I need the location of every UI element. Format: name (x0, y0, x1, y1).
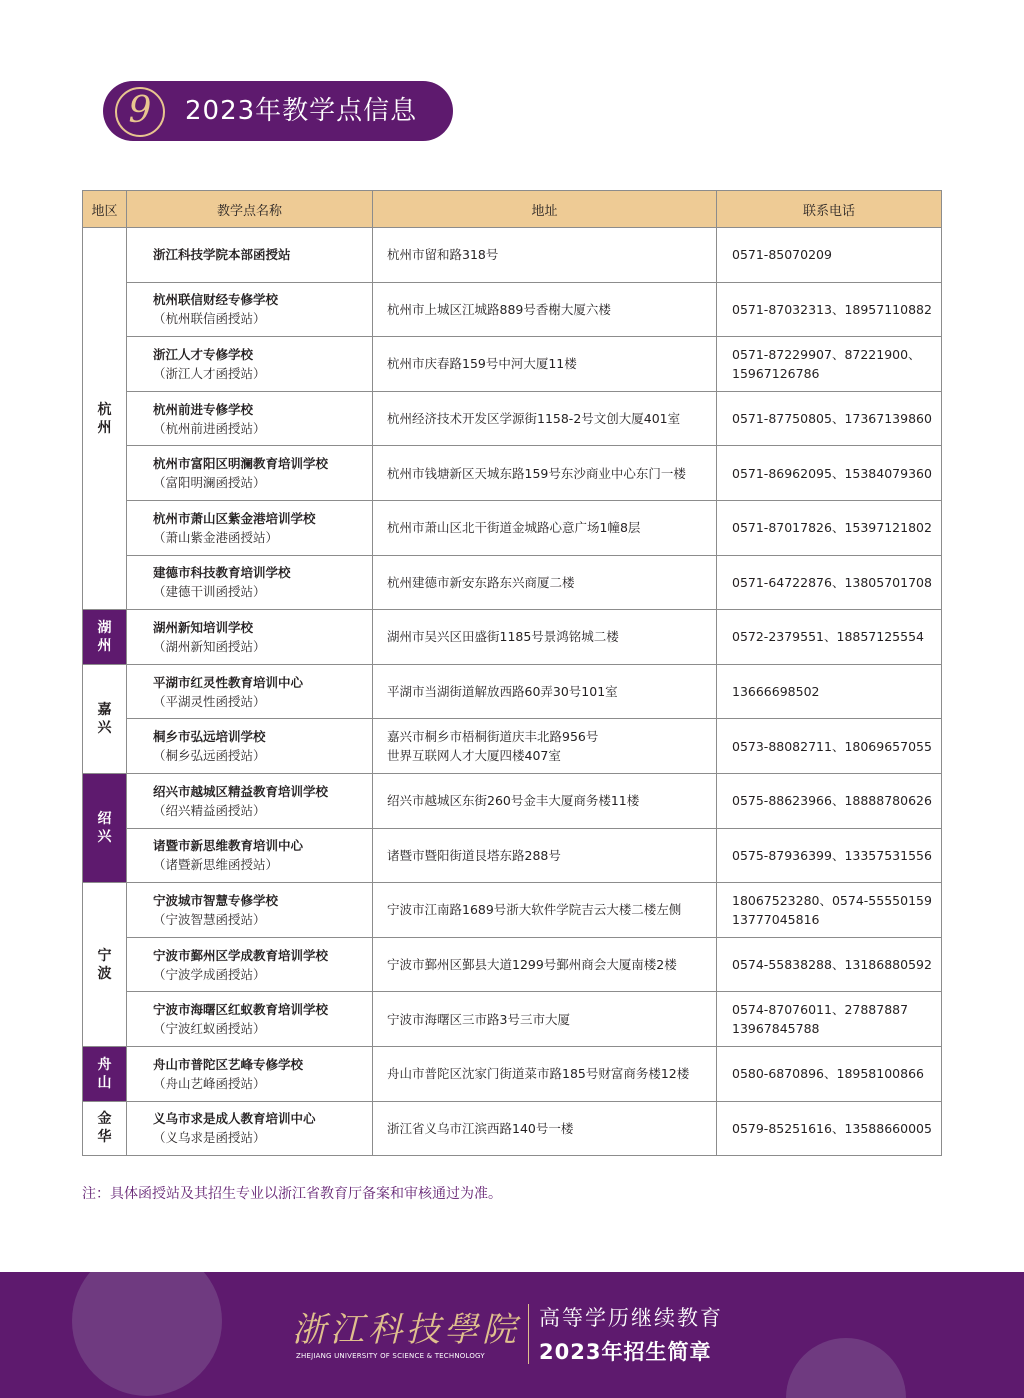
header-phone: 联系电话 (717, 191, 942, 228)
phone-cell (717, 828, 942, 883)
station-name: （宁波智慧函授站） (153, 911, 266, 927)
site-name: 宁波市鄞州区学成教育培训学校 (153, 947, 329, 963)
address-cell (373, 664, 717, 719)
section-number: 9 (115, 87, 165, 137)
address-line: 杭州市留和路318号 (387, 247, 499, 263)
phone-line: 0579-85251616、13588660005 (732, 1120, 932, 1136)
address-cell (373, 500, 717, 555)
region-label: 金华 (97, 1111, 112, 1146)
site-name-cell (127, 719, 373, 774)
site-name-cell (127, 773, 373, 828)
phone-line: 0571-87229907、87221900、 (732, 346, 921, 362)
address-line: 杭州市钱塘新区天城东路159号东沙商业中心东门一楼 (387, 465, 686, 481)
site-name-cell (127, 664, 373, 719)
table-row (83, 500, 942, 555)
phone-line: 0571-64722876、13805701708 (732, 574, 932, 590)
station-name: （建德干训函授站） (153, 584, 266, 600)
station-name: （湖州新知函授站） (153, 638, 266, 654)
header-region: 地区 (83, 191, 127, 228)
section-title-pill (103, 81, 453, 141)
station-name: （浙江人才函授站） (153, 365, 266, 381)
phone-line: 0573-88082711、18069657055 (732, 738, 932, 754)
decorative-circle (72, 1272, 222, 1396)
site-name: 浙江人才专修学校 (153, 346, 254, 362)
site-name: 义乌市求是成人教育培训中心 (153, 1111, 316, 1127)
phone-cell (717, 719, 942, 774)
table-row (83, 773, 942, 828)
station-name: （舟山艺峰函授站） (153, 1075, 266, 1091)
site-name-cell (127, 391, 373, 446)
table-row (83, 828, 942, 883)
station-name: （诸暨新思维函授站） (153, 857, 279, 873)
region-cell (83, 228, 127, 610)
region-cell (83, 1046, 127, 1101)
phone-line: 0574-87076011、27887887 (732, 1002, 909, 1018)
phone-cell (717, 664, 942, 719)
address-line: 世界互联网人才大厦四楼407室 (387, 748, 561, 764)
phone-line: 0571-87750805、17367139860 (732, 411, 932, 427)
address-line: 诸暨市暨阳街道艮塔东路288号 (387, 847, 561, 863)
station-name: （富阳明澜函授站） (153, 475, 266, 491)
phone-line: 13777045816 (732, 911, 820, 927)
phone-cell (717, 937, 942, 992)
table-row (83, 610, 942, 665)
address-cell (373, 555, 717, 610)
address-cell (373, 337, 717, 392)
site-name: 宁波市海曙区红蚁教育培训学校 (153, 1002, 329, 1018)
site-name-cell (127, 337, 373, 392)
region-label: 绍兴 (97, 811, 112, 846)
decorative-circle (786, 1338, 906, 1398)
station-name: （杭州前进函授站） (153, 420, 266, 436)
site-name: 湖州新知培训学校 (153, 619, 254, 635)
region-label: 嘉兴 (97, 701, 112, 736)
site-name: 杭州市富阳区明澜教育培训学校 (153, 456, 329, 472)
site-name: 宁波城市智慧专修学校 (153, 892, 279, 908)
phone-cell (717, 391, 942, 446)
site-name-cell (127, 883, 373, 938)
site-name: 绍兴市越城区精益教育培训学校 (153, 783, 329, 799)
phone-cell (717, 282, 942, 337)
station-name: （义乌求是函授站） (153, 1130, 266, 1146)
address-line: 宁波市鄞州区鄞县大道1299号鄞州商会大厦南楼2楼 (387, 957, 677, 973)
address-line: 湖州市吴兴区田盛街1185号景鸿铭城二楼 (387, 629, 619, 645)
phone-line: 0575-87936399、13357531556 (732, 847, 932, 863)
station-name: （宁波学成函授站） (153, 966, 266, 982)
table-row (83, 391, 942, 446)
school-logo-calligraphy: 浙江科技學院 (292, 1310, 520, 1350)
address-cell (373, 883, 717, 938)
footnote: 注：具体函授站及其招生专业以浙江省教育厅备案和审核通过为准。 (82, 1186, 502, 1202)
table-row (83, 446, 942, 501)
site-name-cell (127, 500, 373, 555)
phone-line: 0572-2379551、18857125554 (732, 629, 924, 645)
footer-brochure-title: 2023年招生简章 (539, 1340, 712, 1364)
site-name-cell (127, 228, 373, 283)
phone-line: 0571-87032313、18957110882 (732, 301, 932, 317)
table-row (83, 1101, 942, 1156)
site-name-cell (127, 1046, 373, 1101)
phone-cell (717, 883, 942, 938)
table-header-row (83, 191, 942, 228)
region-cell (83, 664, 127, 773)
address-line: 杭州市庆春路159号中河大厦11楼 (387, 356, 577, 372)
phone-line: 18067523280、0574-55550159 (732, 892, 932, 908)
table-row (83, 282, 942, 337)
phone-cell (717, 1101, 942, 1156)
address-line: 浙江省义乌市江滨西路140号一楼 (387, 1120, 574, 1136)
phone-cell (717, 446, 942, 501)
station-name: （平湖灵性函授站） (153, 693, 266, 709)
phone-line: 0580-6870896、18958100866 (732, 1066, 924, 1082)
address-cell (373, 391, 717, 446)
region-cell (83, 773, 127, 882)
address-cell (373, 773, 717, 828)
station-name: （萧山紫金港函授站） (153, 529, 279, 545)
address-cell (373, 828, 717, 883)
address-cell (373, 228, 717, 283)
address-cell (373, 446, 717, 501)
site-name-cell (127, 1101, 373, 1156)
phone-line: 0571-85070209 (732, 247, 832, 263)
site-name-cell (127, 828, 373, 883)
site-name: 杭州联信财经专修学校 (153, 292, 279, 308)
address-line: 宁波市海曙区三市路3号三市大厦 (387, 1011, 570, 1027)
station-name: （桐乡弘远函授站） (153, 748, 266, 764)
site-name-cell (127, 282, 373, 337)
phone-cell (717, 610, 942, 665)
table-row (83, 992, 942, 1047)
address-cell (373, 282, 717, 337)
phone-cell (717, 500, 942, 555)
address-cell (373, 937, 717, 992)
site-name: 浙江科技学院本部函授站 (153, 247, 291, 263)
school-name-english: ZHEJIANG UNIVERSITY OF SCIENCE & TECHNOLOGY (296, 1352, 485, 1360)
region-cell (83, 610, 127, 665)
site-name: 平湖市红灵性教育培训中心 (153, 674, 304, 690)
region-cell (83, 1101, 127, 1156)
address-line: 嘉兴市桐乡市梧桐街道庆丰北路956号 (387, 729, 599, 745)
address-line: 杭州建德市新安东路东兴商厦二楼 (387, 574, 575, 590)
region-label: 湖州 (97, 619, 112, 654)
phone-cell (717, 773, 942, 828)
site-name: 杭州市萧山区紫金港培训学校 (153, 510, 316, 526)
phone-line: 0575-88623966、18888780626 (732, 793, 932, 809)
region-label: 舟山 (97, 1056, 112, 1091)
phone-cell (717, 992, 942, 1047)
table-row (83, 719, 942, 774)
phone-cell (717, 555, 942, 610)
address-line: 绍兴市越城区东街260号金丰大厦商务楼11楼 (387, 793, 640, 809)
section-title: 2023年教学点信息 (185, 96, 418, 126)
phone-line: 0571-87017826、15397121802 (732, 520, 932, 536)
phone-line: 13967845788 (732, 1021, 820, 1037)
address-cell (373, 610, 717, 665)
phone-cell (717, 337, 942, 392)
region-cell (83, 883, 127, 1047)
footer-subtitle: 高等学历继续教育 (539, 1306, 723, 1330)
region-label: 杭州 (97, 401, 112, 436)
address-line: 舟山市普陀区沈家门街道菜市路185号财富商务楼12楼 (387, 1066, 690, 1082)
site-name-cell (127, 446, 373, 501)
address-cell (373, 719, 717, 774)
header-address: 地址 (373, 191, 717, 228)
address-line: 宁波市江南路1689号浙大软件学院吉云大楼二楼左侧 (387, 902, 682, 918)
footer-banner (0, 1272, 1024, 1398)
table-row (83, 1046, 942, 1101)
footer-divider (528, 1304, 529, 1364)
site-name: 杭州前进专修学校 (153, 401, 254, 417)
phone-cell (717, 228, 942, 283)
site-name-cell (127, 992, 373, 1047)
address-line: 杭州市上城区江城路889号香榭大厦六楼 (387, 301, 611, 317)
address-line: 平湖市当湖街道解放西路60弄30号101室 (387, 684, 618, 700)
phone-line: 0574-55838288、13186880592 (732, 957, 932, 973)
header-site-name: 教学点名称 (127, 191, 373, 228)
address-line: 杭州经济技术开发区学源街1158-2号文创大厦401室 (387, 411, 681, 427)
site-name-cell (127, 610, 373, 665)
station-name: （绍兴精益函授站） (153, 802, 266, 818)
address-line: 杭州市萧山区北干街道金城路心意广场1幢8层 (387, 520, 641, 536)
table-row (83, 555, 942, 610)
site-name-cell (127, 555, 373, 610)
site-name-cell (127, 937, 373, 992)
phone-line: 0571-86962095、15384079360 (732, 465, 932, 481)
site-name: 舟山市普陀区艺峰专修学校 (153, 1056, 304, 1072)
station-name: （杭州联信函授站） (153, 311, 266, 327)
site-name: 诸暨市新思维教育培训中心 (153, 838, 304, 854)
table-row (83, 228, 942, 283)
table-row (83, 337, 942, 392)
phone-line: 15967126786 (732, 365, 820, 381)
address-cell (373, 992, 717, 1047)
phone-cell (717, 1046, 942, 1101)
site-name: 建德市科技教育培训学校 (153, 565, 291, 581)
table-row (83, 664, 942, 719)
address-cell (373, 1046, 717, 1101)
table-row (83, 883, 942, 938)
phone-line: 13666698502 (732, 684, 820, 700)
station-name: （宁波红蚁函授站） (153, 1021, 266, 1037)
teaching-sites-table (82, 190, 942, 1156)
table-row (83, 937, 942, 992)
address-cell (373, 1101, 717, 1156)
region-label: 宁波 (97, 947, 112, 982)
site-name: 桐乡市弘远培训学校 (153, 729, 266, 745)
